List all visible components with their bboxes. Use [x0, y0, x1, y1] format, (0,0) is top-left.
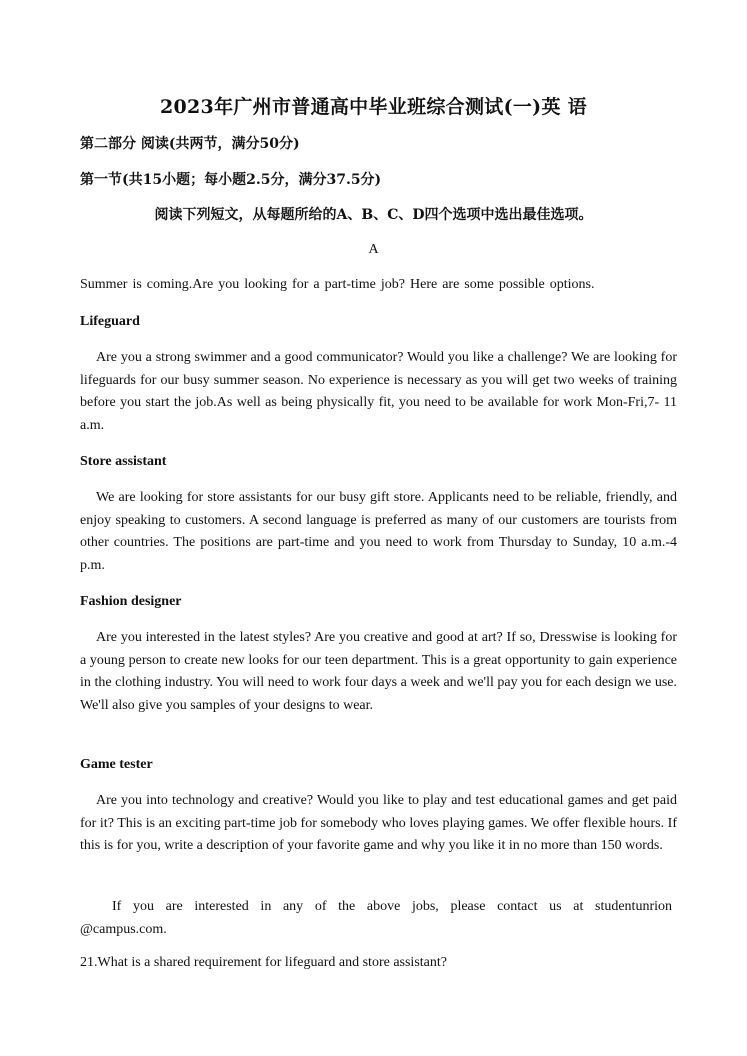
job-text-game-tester: Are you into technology and creative? Would you like to play and test educational games and get paid for it? This is an exciting part-time job for somebody who loves playing games. We offer flexible hours. If this is for you, write a description of your favorite game and why you like it in no more than 150 words. [80, 793, 677, 854]
exam-title: 2023年广州市普通高中毕业班综合测试(一)英 语 [160, 96, 587, 118]
passage-intro: Summer is coming.Are you looking for a part-time job? Here are some possible options. [80, 277, 595, 292]
job-text-store-assistant: We are looking for store assistants for our busy gift store. Applicants need to be reliable, friendly, and enjoy speaking to customers. A second language is preferred as many of our customers are tourists from other countries. The positions are part-time and you need to work from Thursday to Sunday, 10 a.m.-4 p.m. [80, 490, 677, 574]
job-title-game-tester: Game tester [80, 757, 153, 772]
job-title-store-assistant: Store assistant [80, 454, 167, 469]
question-21: 21.What is a shared requirement for lifeguard and store assistant? [80, 955, 447, 970]
job-title-fashion-designer: Fashion designer [80, 594, 182, 609]
instruction: 阅读下列短文，从每题所给的A、B、C、D四个选项中选出最佳选项。 [154, 207, 593, 223]
part-heading: 第二部分 阅读(共两节，满分50分) [80, 136, 300, 152]
passage-letter: A [368, 242, 379, 257]
job-text-lifeguard: Are you a strong swimmer and a good communicator? Would you like a challenge? We are looking for lifeguards for our busy summer season. No experience is necessary as you will get two weeks of training before you start the job.As well as being physically fit, you need to be available for work Mon-Fri,7- 11 a.m. [80, 350, 677, 434]
job-text-fashion-designer: Are you interested in the latest styles? Are you creative and good at art? If so, Dresswise is looking for a young person to create new looks for our teen department. This is a great opportunity to gain experience in the clothing industry. You will need to work four days a week and we'll pay you for each design we use. We'll also give you samples of your designs to wear. [80, 630, 677, 714]
contact-note: If you are interested in any of the above jobs, please contact us at studentunrion @campus.com. [80, 899, 672, 937]
job-title-lifeguard: Lifeguard [80, 314, 140, 329]
section-heading: 第一节(共15小题；每小题2.5分，满分37.5分) [80, 172, 382, 188]
